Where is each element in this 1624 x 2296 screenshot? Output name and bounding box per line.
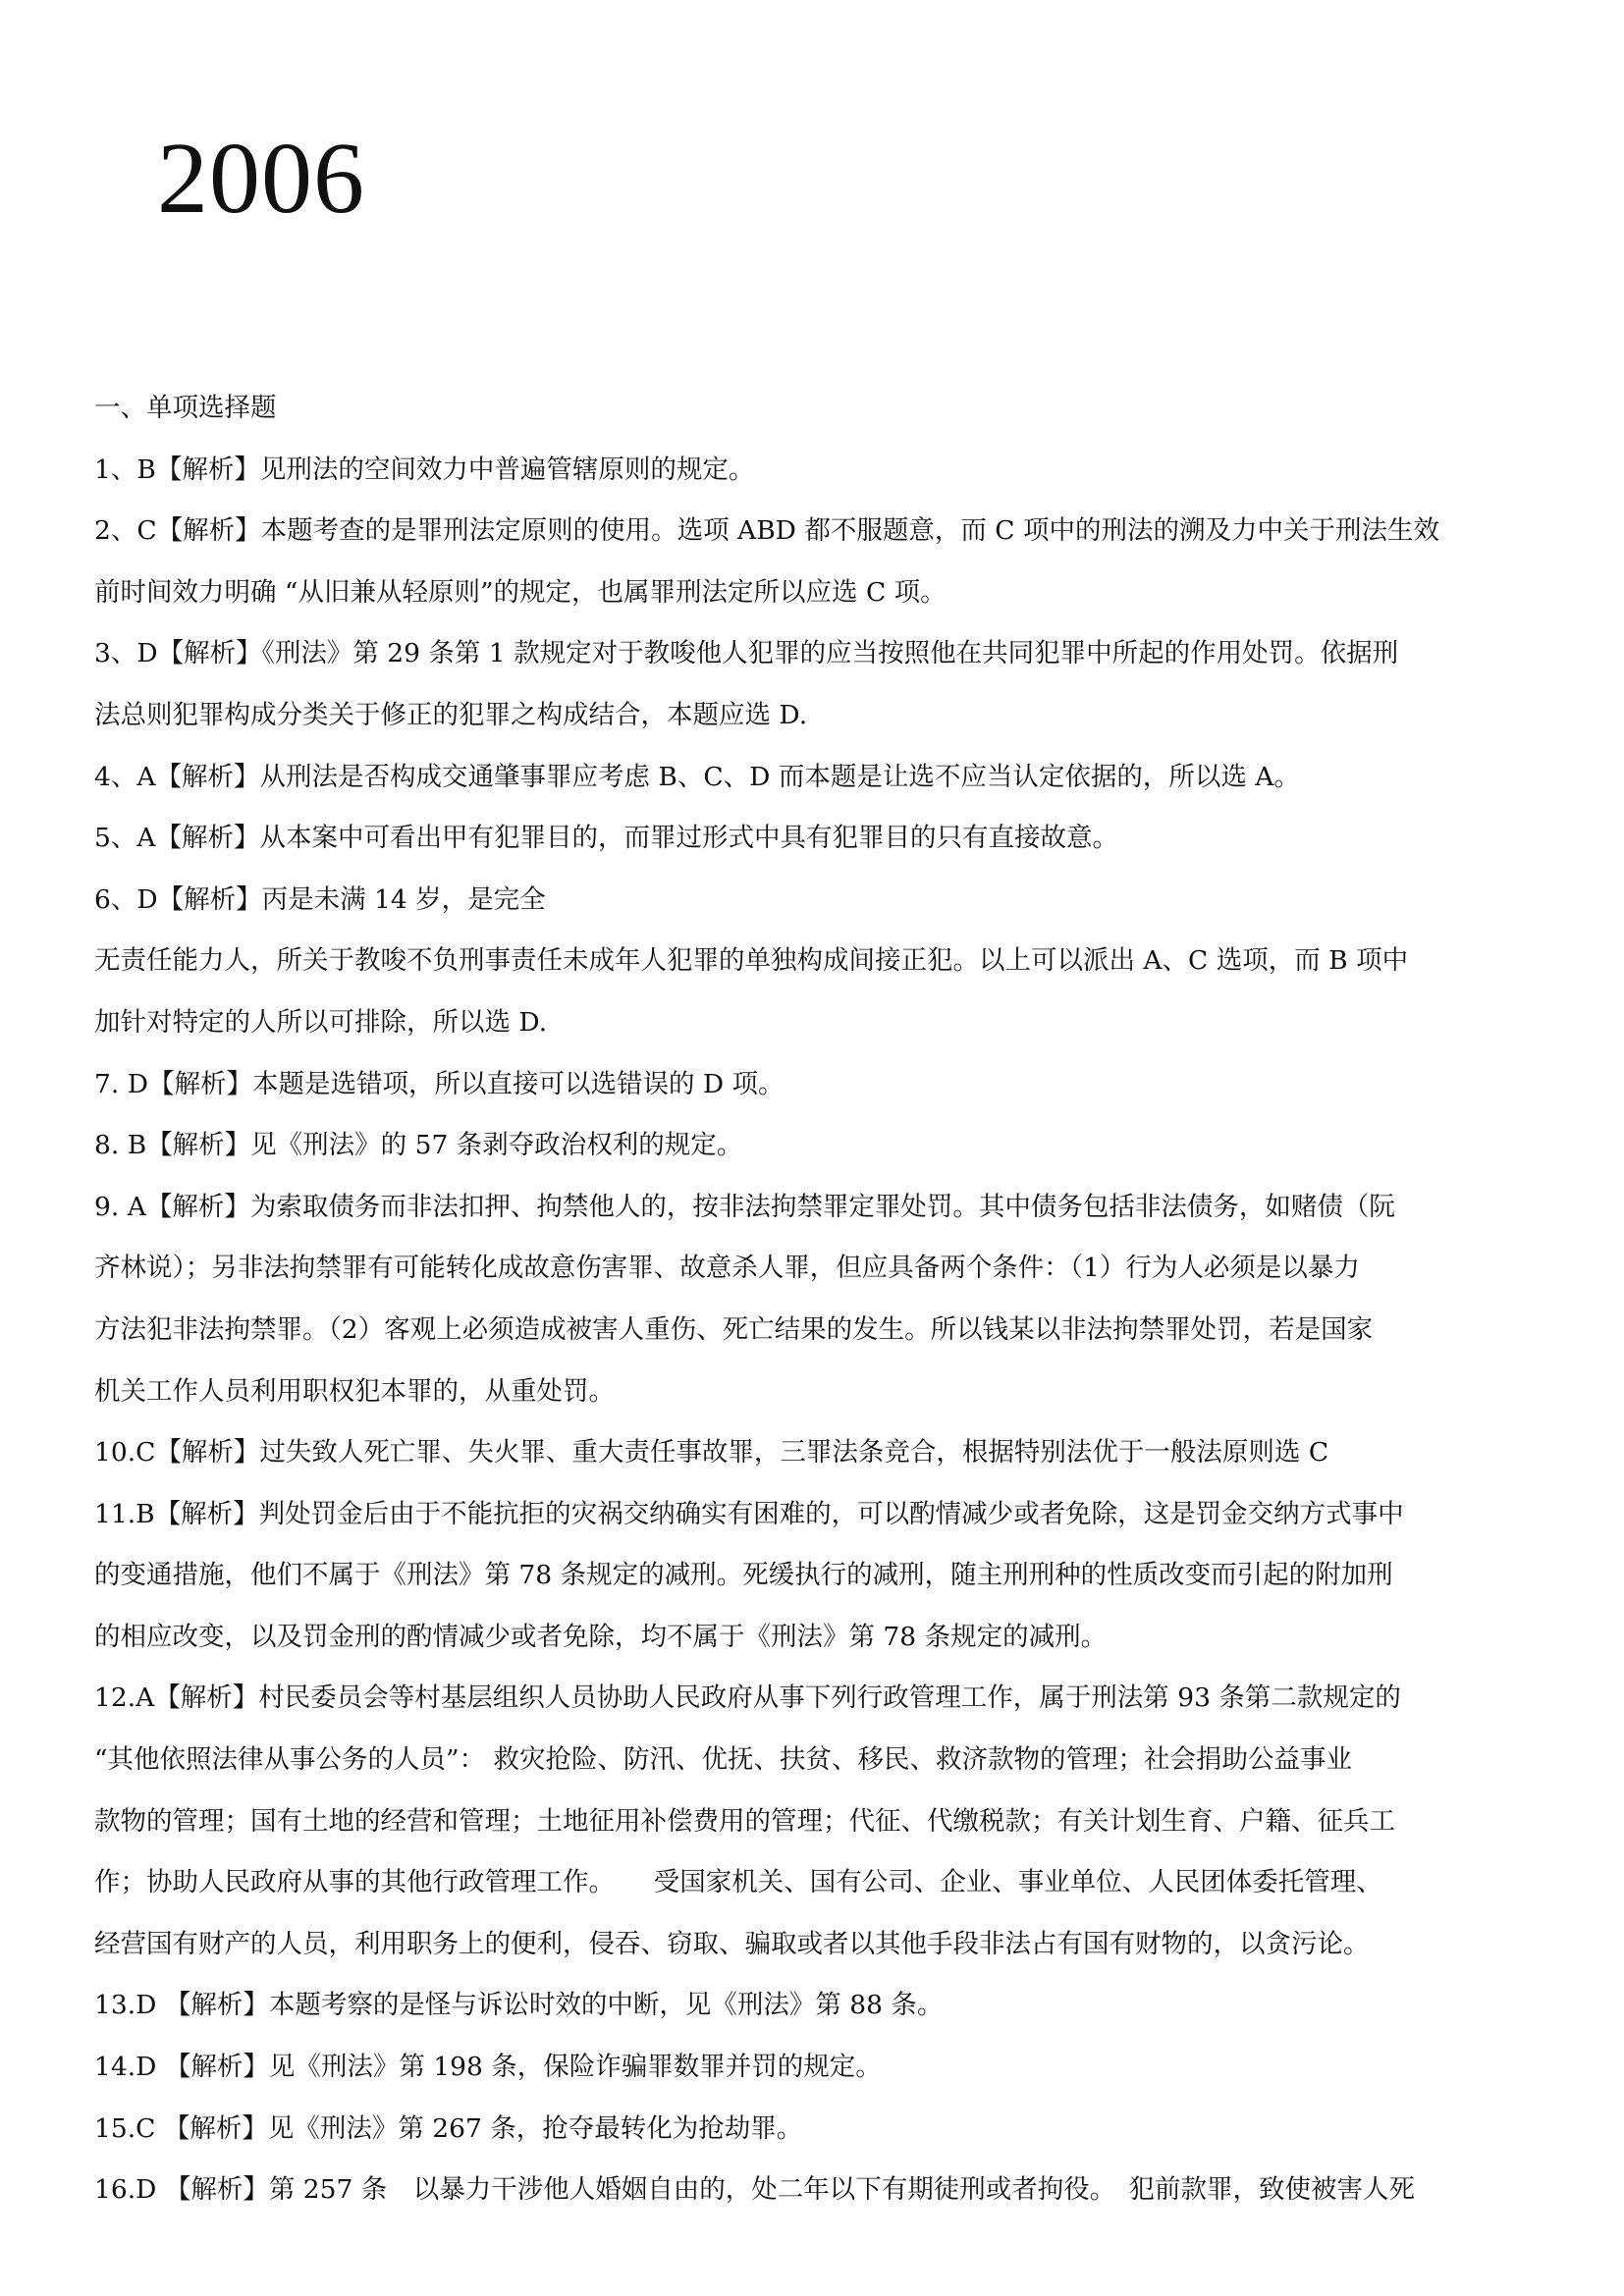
- text-line: 2、C【解析】本题考查的是罪刑法定原则的使用。选项 ABD 都不服题意，而 C 项中的刑法的溯及力中关于刑法生效: [94, 515, 1439, 547]
- text-line: 前时间效力明确 “从旧兼从轻原则”的规定，也属罪刑法定所以应选 C 项。: [94, 576, 947, 608]
- text-line: 15.C 【解析】见《刑法》第 267 条，抢夺最转化为抢劫罪。: [94, 2112, 803, 2144]
- text-line: 机关工作人员利用职权犯本罪的，从重处罚。: [94, 1375, 615, 1407]
- text-line: 11.B【解析】判处罚金后由于不能抗拒的灾祸交纳确实有困难的，可以酌情减少或者免除，这是罚金交纳方式事中: [94, 1498, 1404, 1529]
- text-line: 的相应改变，以及罚金刑的酌情减少或者免除，均不属于《刑法》第 78 条规定的减刑。: [94, 1621, 1108, 1652]
- text-line: 的变通措施，他们不属于《刑法》第 78 条规定的减刑。死缓执行的减刑，随主刑刑种的性质改变而引起的附加刑: [94, 1560, 1393, 1591]
- answer-content: [94, 378, 1538, 2221]
- text-line: 16.D 【解析】第 257 条 以暴力干涉他人婚姻自由的，处二年以下有期徒刑或者拘役。 犯前款罪，致使被害人死: [94, 2174, 1415, 2206]
- text-line: 13.D 【解析】本题考察的是怪与诉讼时效的中断，见《刑法》第 88 条。: [94, 1990, 944, 2021]
- text-line: 3、D【解析】《刑法》第 29 条第 1 款规定对于教唆他人犯罪的应当按照他在共同犯罪中所起的作用处罚。依据刑: [94, 638, 1399, 669]
- text-line: 经营国有财产的人员，利用职务上的便利，侵吞、窃取、骗取或者以其他手段非法占有国有财物的，以贪污论。: [94, 1928, 1370, 1959]
- text-line: 7. D【解析】本题是选错项，所以直接可以选错误的 D 项。: [94, 1068, 785, 1099]
- section-heading: 一、单项选择题: [94, 393, 277, 423]
- text-line: 1、B【解析】见刑法的空间效力中普遍管辖原则的规定。: [94, 454, 755, 485]
- document-title: 2006: [157, 122, 365, 235]
- text-line: 9. A【解析】为索取债务而非法扣押、拘禁他人的，按非法拘禁罪定罪处罚。其中债务包括非法债务，如赌债（阮: [94, 1191, 1395, 1222]
- text-line: 8. B【解析】见《刑法》的 57 条剥夺政治权利的规定。: [94, 1130, 743, 1161]
- text-line: 6、D【解析】丙是未满 14 岁，是完全: [94, 883, 546, 915]
- text-line: 方法犯非法拘禁罪。（2）客观上必须造成被害人重伤、死亡结果的发生。所以钱某以非法拘禁罪处罚，若是国家: [94, 1313, 1374, 1345]
- text-line: 法总则犯罪构成分类关于修正的犯罪之构成结合，本题应选 D.: [94, 699, 808, 730]
- text-line: 4、A【解析】从刑法是否构成交通肇事罪应考虑 B、C、D 而本题是让选不应当认定依据的，所以选 A。: [94, 761, 1300, 792]
- text-line: 款物的管理；国有土地的经营和管理；土地征用补偿费用的管理；代征、代缴税款；有关计划生育、户籍、征兵工: [94, 1805, 1395, 1837]
- text-line: 14.D 【解析】见《刑法》第 198 条，保险诈骗罪数罪并罚的规定。: [94, 2052, 882, 2083]
- text-line: 无责任能力人，所关于教唆不负刑事责任未成年人犯罪的单独构成间接正犯。以上可以派出 A、C 选项，而 B 项中: [94, 945, 1409, 977]
- text-line: 作；协助人民政府从事的其他行政管理工作。 受国家机关、国有公司、企业、事业单位、人民团体委托管理、: [94, 1867, 1382, 1898]
- text-line: “其他依照法律从事公务的人员”： 救灾抢险、防汛、优抚、扶贫、移民、救济款物的管理；社会捐助公益事业: [94, 1744, 1353, 1776]
- text-line: 加针对特定的人所以可排除，所以选 D.: [94, 1006, 548, 1038]
- text-line: 齐林说）；另非法拘禁罪有可能转化成故意伤害罪、故意杀人罪，但应具备两个条件：（1）行为人必须是以暴力: [94, 1253, 1360, 1284]
- text-line: 10.C【解析】过失致人死亡罪、失火罪、重大责任事故罪，三罪法条竞合，根据特别法优于一般法原则选 C: [94, 1437, 1329, 1468]
- text-line: 5、A【解析】从本案中可看出甲有犯罪目的，而罪过形式中具有犯罪目的只有直接故意。: [94, 823, 1118, 854]
- text-line: 12.A【解析】村民委员会等村基层组织人员协助人民政府从事下列行政管理工作，属于刑法第 93 条第二款规定的: [94, 1682, 1401, 1714]
